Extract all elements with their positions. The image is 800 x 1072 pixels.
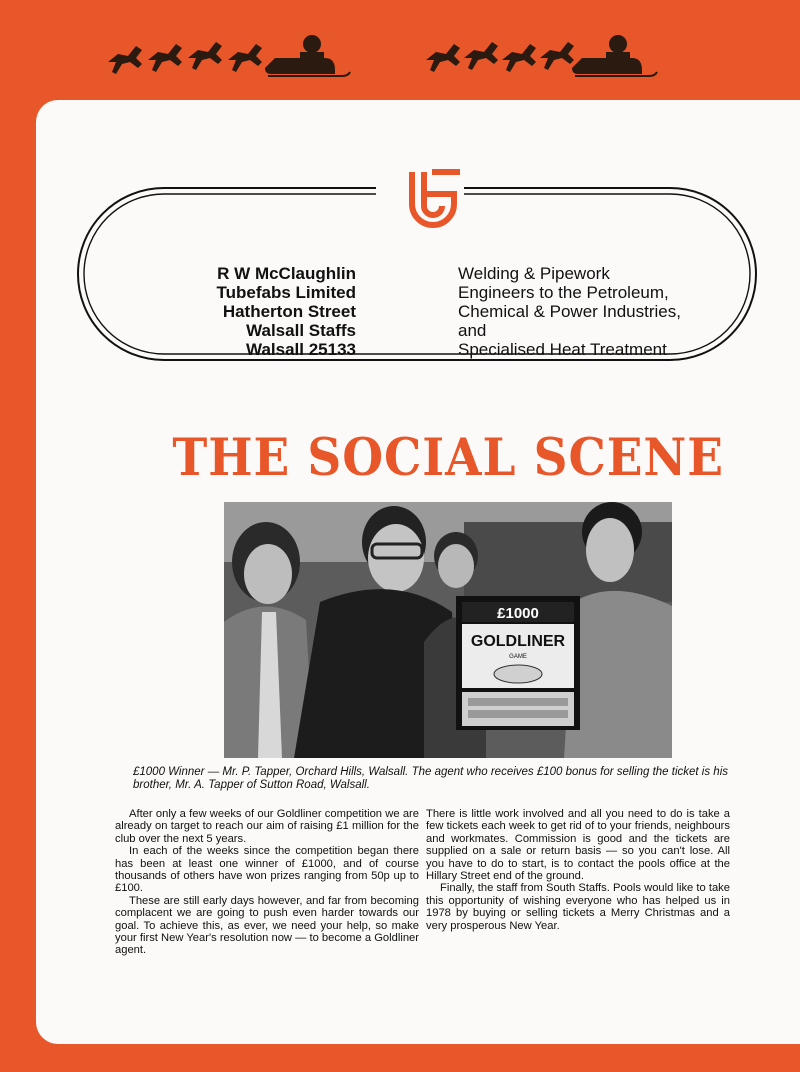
address-line: Hatherton Street [222, 302, 356, 321]
services-line: Engineers to the Petroleum, [458, 283, 669, 302]
briefcase-amount: £1000 [497, 605, 539, 622]
article-paragraph: After only a few weeks of our Goldliner competition we are already on target to reach our aim of raising £1 million for the club over the next 5 years. [115, 808, 419, 845]
article-paragraph: Finally, the staff from South Staffs. Pools would like to take this opportunity of wishing everyone who has helped us in 1978 by buying or selling tickets a Merry Christmas and a very prosperous New Year. [426, 882, 730, 932]
company-services [458, 264, 738, 359]
address-line: Tubefabs Limited [216, 283, 356, 302]
services-line: and [458, 321, 487, 340]
company-address [170, 264, 356, 359]
services-line: Chemical & Power Industries, [458, 302, 681, 321]
photo-caption: £1000 Winner — Mr. P. Tapper, Orchard Hills, Walsall. The agent who receives £100 bonus for selling the ticket is his brother, Mr. A. Tapper of Sutton Road, Walsall. [133, 766, 728, 791]
santa-sleigh-icon [100, 28, 355, 82]
briefcase-subtitle: GAME [509, 654, 527, 660]
article-paragraph: There is little work involved and all you need to do is take a few tickets each week to get rid of to your friends, neighbours and workmates. Commission is good and the tickets are supplied on a sale or return basis — so you can't lose. All you have to do to start, is to contact the pools office at the Hillary Street end of the ground. [426, 808, 730, 883]
tubefabs-logo-icon [402, 168, 464, 238]
article-paragraph: In each of the weeks since the competition began there has been at least one winner of £1000, and of course thousands of others have won prizes ranging from 50p up to £100. [115, 845, 419, 895]
address-line: R W McClaughlin [217, 264, 356, 283]
services-line: Welding & Pipework [458, 264, 610, 283]
address-line: Walsall 25133 [246, 340, 356, 359]
winners-photo [224, 502, 672, 758]
article-column-left [115, 808, 419, 957]
santa-sleigh-icon [420, 28, 660, 82]
services-line: Specialised Heat Treatment [458, 340, 667, 359]
article-paragraph: These are still early days however, and far from becoming complacent we are going to push even harder towards our goal. To achieve this, as ever, we need your help, so make your first New Year's resolution now — to become a Goldliner agent. [115, 894, 419, 957]
page-headline: THE SOCIAL SCENE [172, 428, 724, 488]
address-line: Walsall Staffs [246, 321, 356, 340]
article-column-right [426, 808, 730, 932]
briefcase-title: GOLDLINER [470, 633, 566, 650]
